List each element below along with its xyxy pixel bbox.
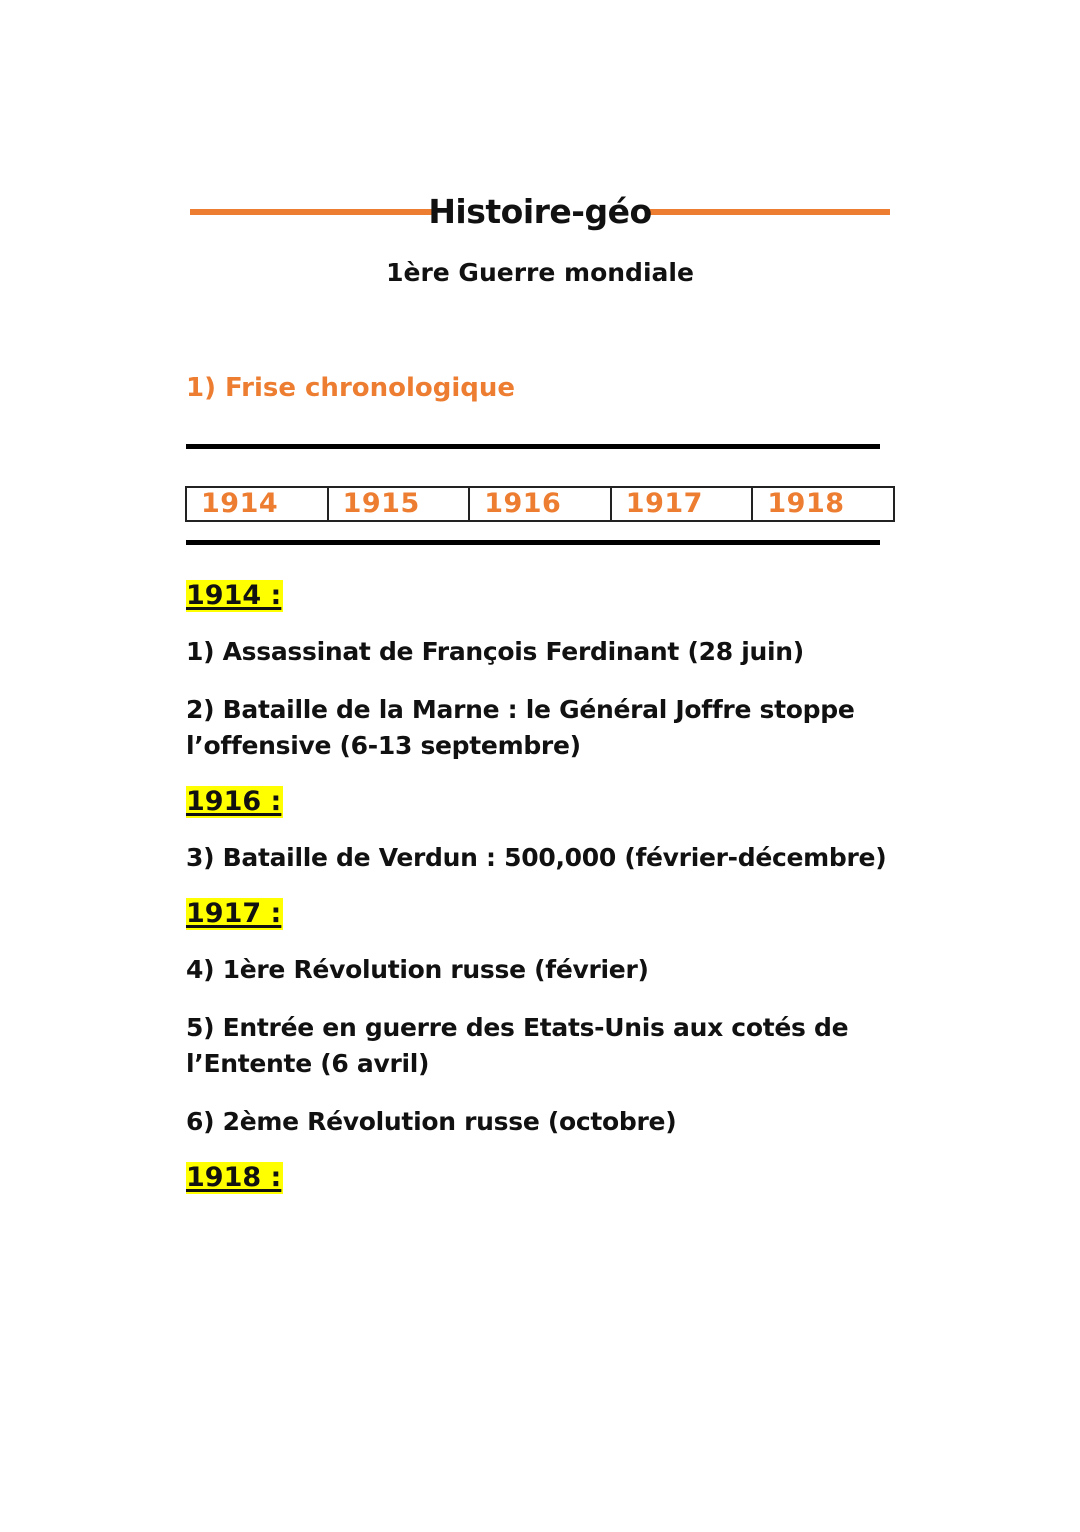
timeline-year-1915: 1915 (329, 488, 471, 520)
event-item: 1) Assassinat de François Ferdinant (28 juin) (186, 637, 804, 666)
timeline-year-1914: 1914 (187, 488, 329, 520)
timeline-table (185, 486, 895, 522)
timeline-rule-bottom (186, 540, 880, 545)
year-block-1916 (186, 786, 906, 876)
timeline-year-1916: 1916 (470, 488, 612, 520)
event-item: 4) 1ère Révolution russe (février) (186, 955, 649, 984)
event-item: 6) 2ème Révolution russe (octobre) (186, 1107, 677, 1136)
title-row (190, 190, 890, 234)
year-label-1914: 1914 : (186, 580, 282, 611)
year-label-1918: 1918 : (186, 1162, 282, 1193)
section-heading-timeline: 1) Frise chronologique (186, 373, 516, 403)
event-item: 3) Bataille de Verdun : 500,000 (février-décembre) (186, 843, 887, 872)
year-label-1916: 1916 : (186, 786, 282, 817)
year-block-1917 (186, 898, 906, 1140)
event-item: 2) Bataille de la Marne : le Général Joffre stoppe l’offensive (6-13 septembre) (186, 695, 855, 760)
year-block-1914 (186, 580, 906, 764)
events-list (186, 580, 906, 1208)
event-item: 5) Entrée en guerre des Etats-Unis aux cotés de l’Entente (6 avril) (186, 1013, 849, 1078)
page-subtitle: 1ère Guerre mondiale (386, 258, 694, 287)
year-label-1917: 1917 : (186, 898, 282, 929)
page-title: Histoire-géo (428, 192, 652, 231)
timeline-rule-top (186, 444, 880, 449)
year-block-1918 (186, 1162, 906, 1194)
timeline-year-1918: 1918 (767, 488, 845, 519)
timeline-year-1917: 1917 (612, 488, 754, 520)
